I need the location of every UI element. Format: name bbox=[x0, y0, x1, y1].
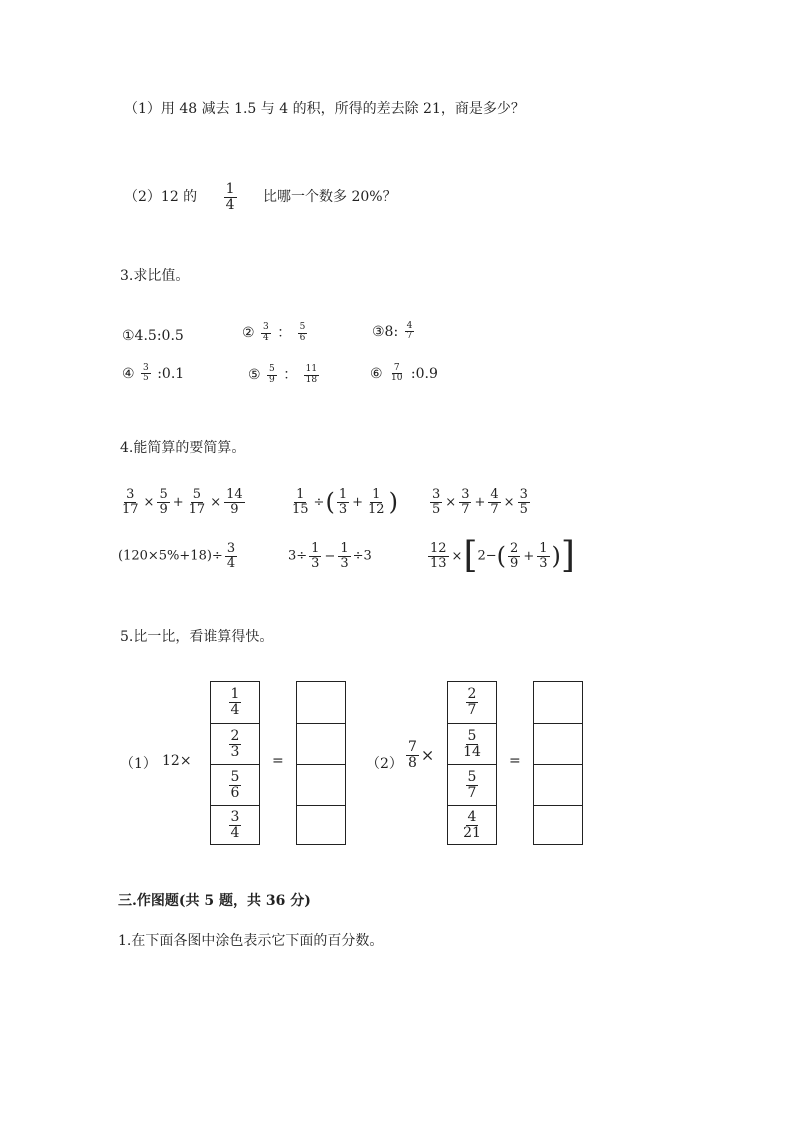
ratio-item-1: ①4.5:0.5 bbox=[122, 328, 184, 344]
question-2-prefix: （2）12 的 bbox=[124, 189, 198, 206]
fraction-cell: $\frac{2}{7}$ bbox=[467, 686, 477, 718]
section-5-heading: 5.比一比，看谁算得快。 bbox=[120, 629, 274, 645]
expression-2: $\frac{1}{15}$ ÷( $\frac{1}{3}$ + $\frac{1}{12}$ ) bbox=[292, 487, 398, 517]
answer-cell[interactable] bbox=[534, 805, 582, 845]
answer-cell[interactable] bbox=[297, 723, 345, 764]
expression-4: (120×5%+18)÷ $\frac{3}{4}$ bbox=[118, 541, 236, 571]
section-4-heading: 4.能简算的要简算。 bbox=[120, 440, 246, 456]
ratio-item-4 bbox=[122, 364, 184, 384]
part-1-lead: 12× bbox=[162, 753, 192, 769]
part-2-lead: $\frac{7}{8}$ × bbox=[408, 739, 435, 771]
ratio-fraction-b: $\frac{11}{18}$ bbox=[305, 364, 318, 385]
equals-sign: = bbox=[272, 753, 284, 769]
ratio-fraction-a: $\frac{7}{10}$ bbox=[391, 363, 403, 384]
ratio-item-5 bbox=[248, 364, 321, 385]
answer-column-1 bbox=[296, 681, 346, 845]
ratio-fraction-b: $\frac{4}{7}$ bbox=[406, 321, 413, 342]
ratio-item-6 bbox=[370, 364, 438, 384]
ratio-item-2 bbox=[242, 322, 309, 343]
drawing-question-1: 1.在下面各图中涂色表示它下面的百分数。 bbox=[118, 933, 384, 949]
fraction-cell: $\frac{3}{4}$ bbox=[211, 805, 259, 845]
question-1: （1）用 48 减去 1.5 与 4 的积，所得的差去除 21，商是多少？ bbox=[124, 101, 525, 117]
part-1-label: （1） bbox=[120, 756, 157, 772]
answer-cell[interactable] bbox=[297, 805, 345, 845]
section-drawing-heading: 三.作图题(共 5 题，共 36 分) bbox=[118, 893, 311, 909]
ratio-label: ③8: bbox=[372, 323, 399, 340]
denominator: 4 bbox=[225, 196, 235, 213]
ratio-label: ⑤ bbox=[248, 367, 261, 383]
fraction-cell: $\frac{1}{4}$ bbox=[230, 686, 240, 718]
ratio-label: ② bbox=[242, 325, 255, 341]
section-3-heading: 3.求比值。 bbox=[120, 268, 190, 284]
fraction-cell: $\frac{5}{14}$ bbox=[448, 723, 496, 764]
question-2 bbox=[124, 182, 397, 212]
answer-column-2 bbox=[533, 681, 583, 845]
ratio-fraction-a: $\frac{3}{4}$ bbox=[263, 322, 269, 343]
numerator: 1 bbox=[225, 181, 235, 197]
ratio-tail: :0.1 bbox=[157, 365, 185, 382]
ratio-label: ④ bbox=[122, 365, 135, 382]
expression-5: 3÷ $\frac{1}{3}$ − $\frac{1}{3}$ ÷3 bbox=[288, 541, 372, 571]
question-2-fraction bbox=[224, 182, 237, 212]
ratio-label: ⑥ bbox=[370, 365, 383, 382]
ratio-fraction-a: $\frac{5}{9}$ bbox=[269, 364, 275, 385]
answer-cell[interactable] bbox=[534, 682, 582, 723]
ratio-fraction-b: $\frac{5}{6}$ bbox=[299, 322, 306, 343]
fraction-cell: $\frac{2}{3}$ bbox=[211, 723, 259, 764]
equals-sign: = bbox=[509, 753, 521, 769]
question-2-suffix: 比哪一个数多 20%？ bbox=[263, 189, 397, 206]
fraction-column-1 bbox=[210, 681, 260, 845]
fraction-cell: $\frac{5}{7}$ bbox=[448, 764, 496, 805]
fraction-cell: $\frac{5}{6}$ bbox=[211, 764, 259, 805]
ratio-sep: ： bbox=[283, 367, 298, 383]
answer-cell[interactable] bbox=[297, 682, 345, 723]
part-2-label: （2） bbox=[366, 756, 403, 772]
fraction-cell: $\frac{4}{21}$ bbox=[448, 805, 496, 845]
ratio-item-3 bbox=[372, 322, 416, 342]
answer-cell[interactable] bbox=[297, 764, 345, 805]
expression-1: $\frac{3}{17}$ × $\frac{5}{9}$ + $\frac{5}{17}$ × $\frac{14}{9}$ bbox=[122, 487, 243, 517]
ratio-fraction-a: $\frac{3}{5}$ bbox=[143, 363, 149, 384]
answer-cell[interactable] bbox=[534, 764, 582, 805]
ratio-tail: :0.9 bbox=[410, 365, 438, 382]
expression-3: $\frac{3}{5}$ × $\frac{3}{7}$ + $\frac{4}{7}$ × $\frac{3}{5}$ bbox=[432, 487, 528, 517]
expression-6: $\frac{12}{13}$ ×[2−( $\frac{2}{9}$ + $\frac{1}{3}$ )] bbox=[430, 535, 575, 576]
ratio-sep: ： bbox=[277, 325, 292, 341]
answer-cell[interactable] bbox=[534, 723, 582, 764]
fraction-column-2 bbox=[447, 681, 497, 845]
